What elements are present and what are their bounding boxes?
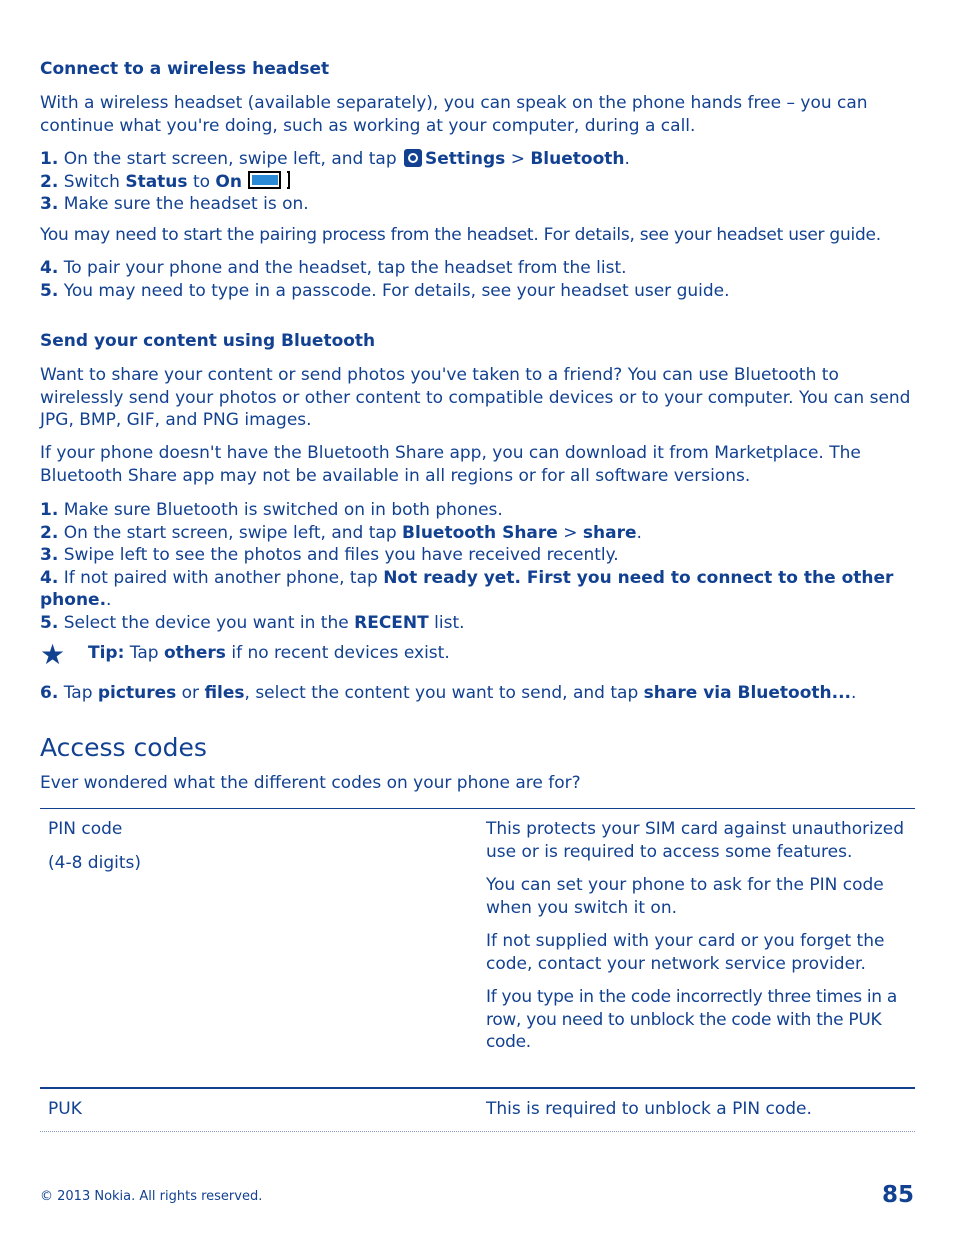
bt-step-2: 2. On the start screen, swipe left, and tap Bluetooth Share > share.	[40, 522, 642, 543]
send-bluetooth-intro-1: Want to share your content or send photos you've taken to a friend? You can use Bluetooth to wirelessly send your photos or other content to compatible devices or to your computer. You can send JPG, BMP, GIF, and PNG images.	[40, 365, 911, 430]
step-1: 1. On the start screen, swipe left, and tap Settings > Bluetooth.	[40, 149, 630, 169]
table-bottom-rule	[40, 1131, 915, 1132]
wireless-headset-steps-b	[40, 257, 915, 302]
pin-desc-2: You can set your phone to ask for the PIN code when you switch it on.	[486, 875, 884, 918]
pin-desc-4: If you type in the code incorrectly three times in a row, you need to unblock the code with the PUK code.	[486, 987, 898, 1052]
tip-text: Tip: Tap others if no recent devices exist.	[88, 643, 450, 663]
puk-label: PUK	[48, 1099, 82, 1119]
table-row-puk	[40, 1098, 915, 1122]
section-heading-send-bluetooth: Send your content using Bluetooth	[40, 331, 376, 351]
send-bluetooth-intro-2: If your phone doesn't have the Bluetooth Share app, you can download it from Marketplace. The Bluetooth Share app may not be available in all regions or for all software versions.	[40, 443, 861, 486]
wireless-headset-intro: With a wireless headset (available separately), you can speak on the phone hands free – you can continue what you're doing, such as working at your computer, during a call.	[40, 93, 868, 136]
settings-gear-icon	[404, 149, 422, 167]
pin-desc-1: This protects your SIM card against unauthorized use or is required to access some features.	[486, 819, 905, 862]
copyright-footer: © 2013 Nokia. All rights reserved.	[40, 1189, 263, 1204]
table-top-rule	[40, 808, 915, 809]
table-mid-rule	[40, 1087, 915, 1089]
send-bluetooth-steps	[40, 499, 915, 634]
step-5: 5. You may need to type in a passcode. For details, see your headset user guide.	[40, 280, 730, 301]
access-codes-intro: Ever wondered what the different codes on your phone are for?	[40, 773, 581, 793]
pin-desc-cell	[486, 818, 911, 1054]
wireless-headset-steps-a	[40, 148, 915, 216]
bt-step-3: 3. Swipe left to see the photos and files you have received recently.	[40, 545, 619, 565]
pin-label: PIN code	[48, 819, 123, 839]
step-3: 3. Make sure the headset is on.	[40, 194, 309, 214]
pin-desc-3: If not supplied with your card or you forget the code, contact your network service provider.	[486, 931, 885, 974]
table-row-pin	[40, 818, 915, 1088]
toggle-on-icon	[248, 171, 290, 189]
page-number: 85	[881, 1182, 914, 1208]
bt-step-1: 1. Make sure Bluetooth is switched on in both phones.	[40, 500, 503, 520]
step-2: 2. Switch Status to On	[40, 171, 915, 194]
access-codes-heading: Access codes	[40, 733, 207, 762]
pin-digits: (4-8 digits)	[48, 852, 141, 873]
step-4: 4. To pair your phone and the headset, tap the headset from the list.	[40, 258, 627, 278]
pairing-note: You may need to start the pairing process from the headset. For details, see your headset user guide.	[40, 225, 881, 245]
section-heading-wireless-headset: Connect to a wireless headset	[40, 59, 330, 79]
bt-step-6: 6. Tap pictures or files, select the content you want to send, and tap share via Bluetooth....	[40, 683, 857, 703]
puk-desc: This is required to unblock a PIN code.	[486, 1099, 812, 1119]
pin-label-cell	[48, 818, 468, 874]
bt-step-4: 4. If not paired with another phone, tap Not ready yet. First you need to connect to the other phone..	[40, 567, 894, 610]
bt-step-5: 5. Select the device you want in the RECENT list.	[40, 612, 465, 633]
star-icon: ★	[40, 638, 66, 671]
